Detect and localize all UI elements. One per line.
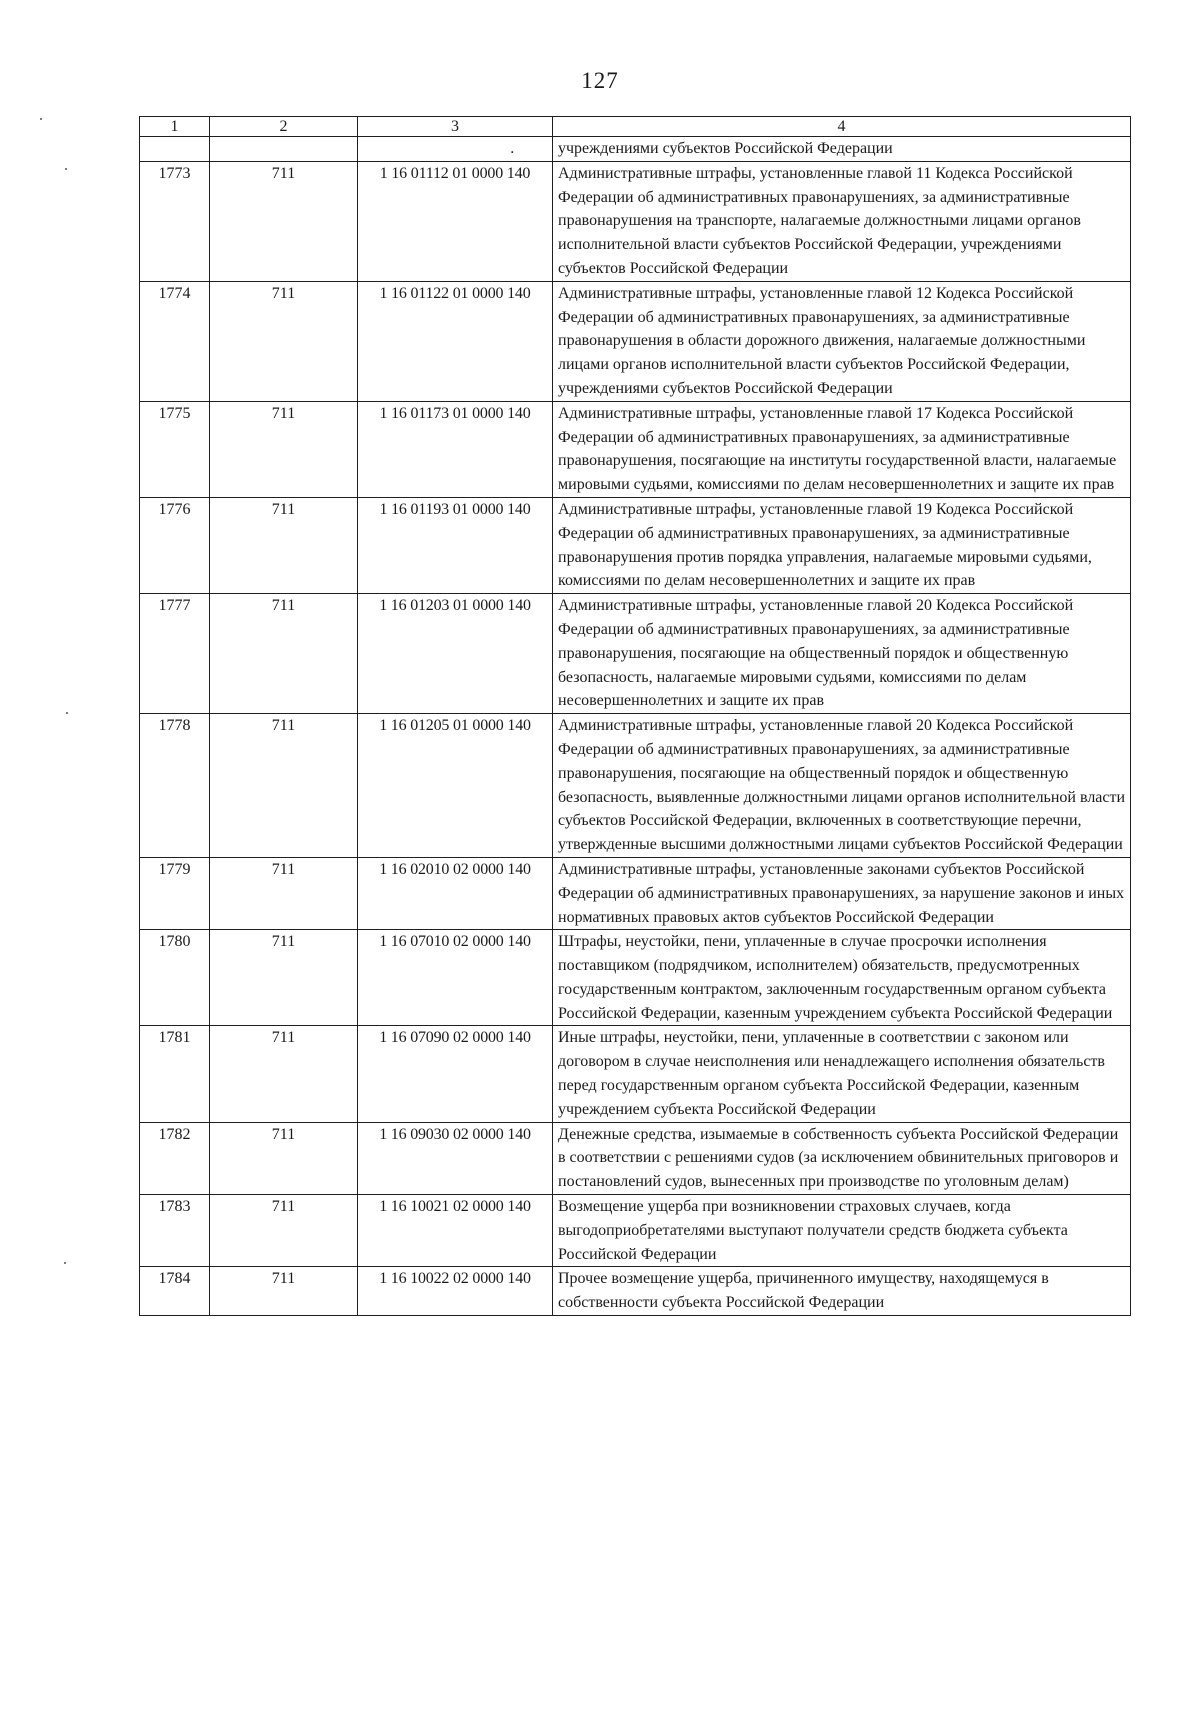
row-number: 1784 bbox=[140, 1267, 210, 1316]
row-number: 1776 bbox=[140, 497, 210, 593]
row-admin-code: 711 bbox=[210, 1267, 358, 1316]
table-row bbox=[140, 1122, 1131, 1194]
header-col-2: 2 bbox=[210, 117, 358, 137]
row-number: 1781 bbox=[140, 1026, 210, 1122]
table-row bbox=[140, 497, 1131, 593]
row-budget-code: 1 16 07090 02 0000 140 bbox=[358, 1026, 553, 1122]
row-number: 1777 bbox=[140, 594, 210, 714]
scan-mark bbox=[64, 1262, 66, 1264]
table-row bbox=[140, 401, 1131, 497]
row-description: Административные штрафы, установленные главой 17 Кодекса Российской Федерации об административных правонарушениях, за административные правонарушения, посягающие на институты государственной власти, налагаемые мировыми судьями, комиссиями по делам несовершеннолетних и защите их прав bbox=[553, 401, 1131, 497]
row-admin-code: 711 bbox=[210, 161, 358, 281]
header-col-4: 4 bbox=[553, 117, 1131, 137]
scan-mark bbox=[66, 712, 68, 714]
row-budget-code: 1 16 01122 01 0000 140 bbox=[358, 281, 553, 401]
row-admin-code: 711 bbox=[210, 1122, 358, 1194]
row-description: Прочее возмещение ущерба, причиненного имуществу, находящемуся в собственности субъекта Российской Федерации bbox=[553, 1267, 1131, 1316]
row-number: 1775 bbox=[140, 401, 210, 497]
row-description: Административные штрафы, установленные законами субъектов Российской Федерации об административных правонарушениях, за нарушение законов и иных нормативных правовых актов субъектов Российской Федерации bbox=[553, 857, 1131, 929]
row-number: 1783 bbox=[140, 1195, 210, 1267]
header-row bbox=[140, 117, 1131, 137]
row-budget-code: 1 16 01193 01 0000 140 bbox=[358, 497, 553, 593]
table-row bbox=[140, 1195, 1131, 1267]
row-admin-code: 711 bbox=[210, 281, 358, 401]
row-description: Административные штрафы, установленные главой 20 Кодекса Российской Федерации об административных правонарушениях, за административные правонарушения, посягающие на общественный порядок и общественную безопасность, выявленные должностными лицами органов исполнительной власти субъектов Российской Федерации, включенных в соответствующие перечни, утвержденные высшими должностными лицами субъектов Российской Федерации bbox=[553, 714, 1131, 858]
table-row bbox=[140, 161, 1131, 281]
row-budget-code: 1 16 10021 02 0000 140 bbox=[358, 1195, 553, 1267]
row-admin-code: 711 bbox=[210, 401, 358, 497]
row-number: 1774 bbox=[140, 281, 210, 401]
table-row bbox=[140, 930, 1131, 1026]
table-body bbox=[140, 137, 1131, 1316]
row-admin-code: 711 bbox=[210, 497, 358, 593]
page-number: 127 bbox=[581, 68, 619, 93]
row-budget-code: 1 16 10022 02 0000 140 bbox=[358, 1267, 553, 1316]
continuation-col-3: . bbox=[358, 137, 553, 162]
row-number: 1773 bbox=[140, 161, 210, 281]
table-row bbox=[140, 714, 1131, 858]
table-row bbox=[140, 281, 1131, 401]
row-admin-code: 711 bbox=[210, 1026, 358, 1122]
scan-mark bbox=[65, 168, 67, 170]
row-description: Административные штрафы, установленные главой 19 Кодекса Российской Федерации об административных правонарушениях, за административные правонарушения против порядка управления, налагаемые мировыми судьями, комиссиями по делам несовершеннолетних и защите их прав bbox=[553, 497, 1131, 593]
row-admin-code: 711 bbox=[210, 857, 358, 929]
row-budget-code: 1 16 02010 02 0000 140 bbox=[358, 857, 553, 929]
continuation-col-1 bbox=[140, 137, 210, 162]
row-budget-code: 1 16 01112 01 0000 140 bbox=[358, 161, 553, 281]
row-admin-code: 711 bbox=[210, 714, 358, 858]
row-admin-code: 711 bbox=[210, 930, 358, 1026]
row-number: 1778 bbox=[140, 714, 210, 858]
continuation-description: учреждениями субъектов Российской Федерации bbox=[553, 137, 1131, 162]
row-admin-code: 711 bbox=[210, 1195, 358, 1267]
continuation-col-2 bbox=[210, 137, 358, 162]
row-number: 1779 bbox=[140, 857, 210, 929]
row-description: Административные штрафы, установленные главой 12 Кодекса Российской Федерации об административных правонарушениях, за административные правонарушения в области дорожного движения, налагаемые должностными лицами органов исполнительной власти субъектов Российской Федерации, учреждениями субъектов Российской Федерации bbox=[553, 281, 1131, 401]
row-description: Денежные средства, изымаемые в собственность субъекта Российской Федерации в соответствии с решениями судов (за исключением обвинительных приговоров и постановлений судов, вынесенных при производстве по уголовным делам) bbox=[553, 1122, 1131, 1194]
row-admin-code: 711 bbox=[210, 594, 358, 714]
budget-codes-table bbox=[139, 116, 1131, 1316]
table-row bbox=[140, 1026, 1131, 1122]
table-row bbox=[140, 1267, 1131, 1316]
table-header bbox=[140, 117, 1131, 137]
header-col-1: 1 bbox=[140, 117, 210, 137]
row-budget-code: 1 16 01203 01 0000 140 bbox=[358, 594, 553, 714]
row-budget-code: 1 16 01173 01 0000 140 bbox=[358, 401, 553, 497]
row-description: Штрафы, неустойки, пени, уплаченные в случае просрочки исполнения поставщиком (подрядчиком, исполнителем) обязательств, предусмотренных государственным контрактом, заключенным государственным органом субъекта Российской Федерации, казенным учреждением субъекта Российской Федерации bbox=[553, 930, 1131, 1026]
header-col-3: 3 bbox=[358, 117, 553, 137]
continuation-row bbox=[140, 137, 1131, 162]
row-budget-code: 1 16 09030 02 0000 140 bbox=[358, 1122, 553, 1194]
row-budget-code: 1 16 01205 01 0000 140 bbox=[358, 714, 553, 858]
row-description: Иные штрафы, неустойки, пени, уплаченные в соответствии с законом или договором в случае неисполнения или ненадлежащего исполнения обязательств перед государственным органом субъекта Российской Федерации, казенным учреждением субъекта Российской Федерации bbox=[553, 1026, 1131, 1122]
table-row bbox=[140, 594, 1131, 714]
scan-mark bbox=[40, 118, 42, 120]
row-budget-code: 1 16 07010 02 0000 140 bbox=[358, 930, 553, 1026]
row-description: Возмещение ущерба при возникновении страховых случаев, когда выгодоприобретателями выступают получатели средств бюджета субъекта Российской Федерации bbox=[553, 1195, 1131, 1267]
table-row bbox=[140, 857, 1131, 929]
row-number: 1782 bbox=[140, 1122, 210, 1194]
row-number: 1780 bbox=[140, 930, 210, 1026]
row-description: Административные штрафы, установленные главой 20 Кодекса Российской Федерации об административных правонарушениях, за административные правонарушения, посягающие на общественный порядок и общественную безопасность, налагаемые мировыми судьями, комиссиями по делам несовершеннолетних и защите их прав bbox=[553, 594, 1131, 714]
row-description: Административные штрафы, установленные главой 11 Кодекса Российской Федерации об административных правонарушениях, за административные правонарушения на транспорте, налагаемые должностными лицами органов исполнительной власти субъектов Российской Федерации, учреждениями субъектов Российской Федерации bbox=[553, 161, 1131, 281]
